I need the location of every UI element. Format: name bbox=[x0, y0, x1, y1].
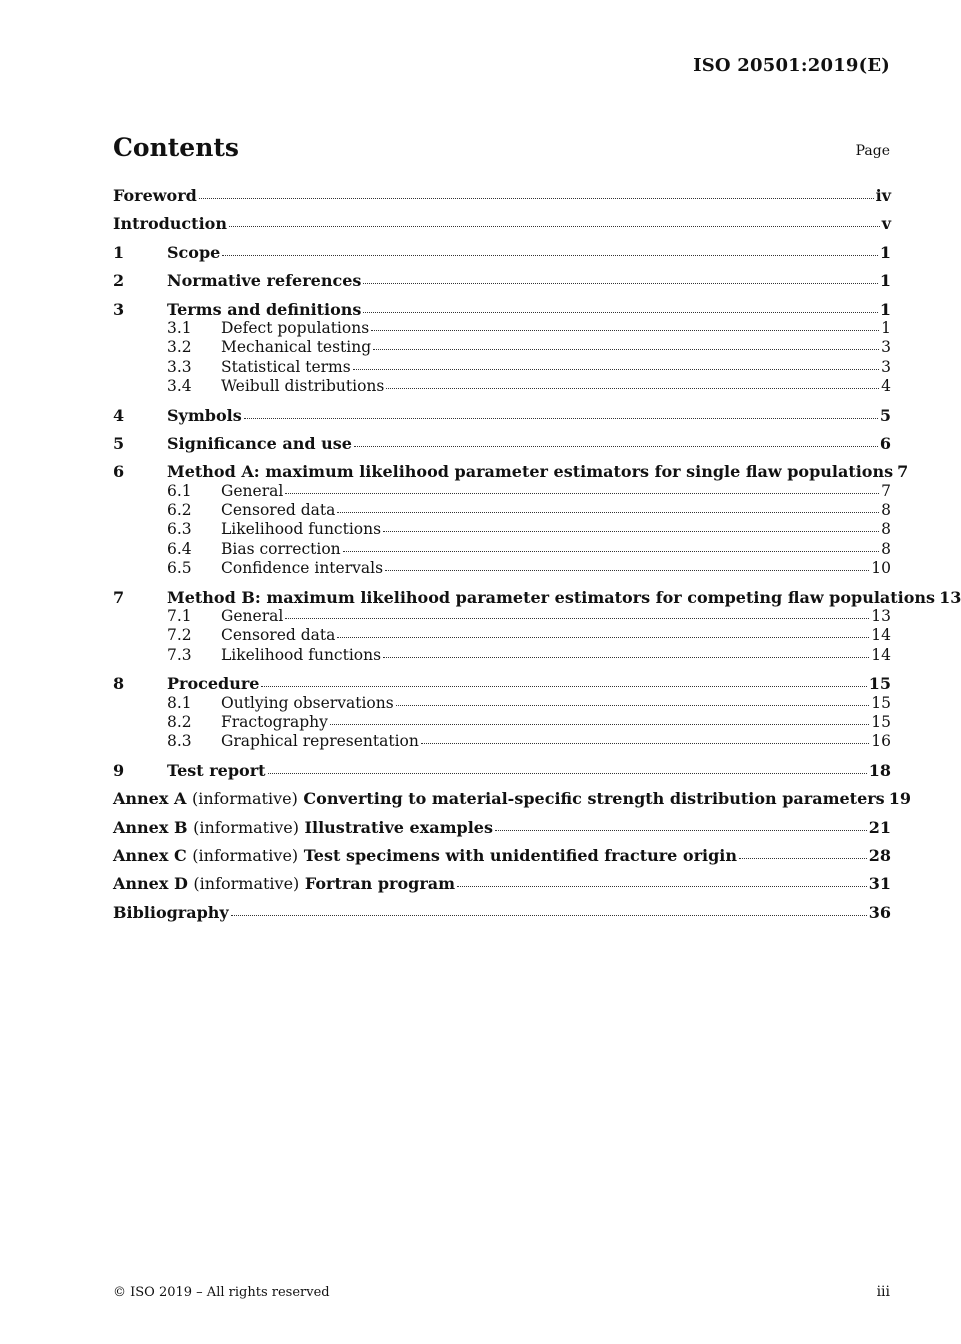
toc-entry-number: 3.4 bbox=[167, 377, 192, 396]
toc-page-number: 8 bbox=[881, 520, 891, 539]
toc-subentry[interactable] bbox=[113, 520, 891, 539]
toc-entry-number: 3.3 bbox=[167, 357, 192, 376]
toc-entry-label: Method B: maximum likelihood parameter estimators for competing flaw populations bbox=[167, 587, 936, 607]
dot-leader bbox=[495, 829, 867, 831]
dot-leader bbox=[337, 511, 879, 513]
toc-entry-label: General bbox=[221, 607, 284, 626]
toc-entry-label: Bias correction bbox=[221, 539, 341, 558]
toc-page-number: 7 bbox=[881, 481, 891, 500]
dot-leader bbox=[353, 368, 879, 370]
footer-page-number: iii bbox=[876, 1284, 890, 1300]
dot-leader bbox=[261, 685, 866, 687]
toc-subentry[interactable] bbox=[113, 713, 891, 732]
toc-entry-number: 8.3 bbox=[167, 732, 192, 751]
toc-page-number: 28 bbox=[868, 845, 891, 865]
toc-entry[interactable] bbox=[113, 462, 909, 482]
toc-subentry[interactable] bbox=[113, 358, 891, 377]
toc-page-number: 15 bbox=[871, 693, 891, 712]
toc-entry-number: 6.2 bbox=[167, 501, 192, 520]
toc-page-number: 6 bbox=[879, 433, 891, 453]
toc-page-number: 8 bbox=[881, 539, 891, 558]
dot-leader bbox=[199, 197, 874, 199]
toc-entry-label bbox=[113, 846, 737, 865]
toc-entry-label: Normative references bbox=[167, 271, 362, 291]
dot-leader bbox=[354, 445, 878, 447]
toc-entry-number: 8 bbox=[113, 674, 125, 694]
dot-leader bbox=[285, 617, 869, 619]
toc-page-number: v bbox=[881, 214, 891, 234]
toc-entry[interactable] bbox=[113, 186, 891, 205]
dot-leader bbox=[373, 348, 879, 350]
toc-page-number: 31 bbox=[868, 874, 891, 894]
toc-page-number: 3 bbox=[881, 357, 891, 376]
toc-entry-number: 6.1 bbox=[167, 481, 192, 500]
annex-id: Annex D bbox=[113, 874, 188, 894]
toc-entry-label bbox=[113, 789, 885, 808]
toc-page-number: 7 bbox=[897, 462, 909, 482]
dot-leader bbox=[285, 492, 879, 494]
annex-note: (informative) bbox=[193, 817, 299, 837]
toc-page-number: 3 bbox=[881, 338, 891, 357]
toc-entry[interactable] bbox=[113, 587, 961, 607]
toc-entry-label: Likelihood functions bbox=[221, 520, 382, 539]
toc-subentry[interactable] bbox=[113, 559, 891, 578]
toc-entry-number: 9 bbox=[113, 760, 125, 780]
toc-subentry[interactable] bbox=[113, 540, 891, 559]
toc-entry[interactable] bbox=[113, 271, 891, 290]
toc-page-number: 19 bbox=[888, 789, 911, 809]
document-id: ISO 20501:2019(E) bbox=[693, 55, 890, 76]
annex-note: (informative) bbox=[192, 845, 299, 865]
toc-entry-label: Foreword bbox=[113, 186, 197, 205]
toc-entry-label: Terms and definitions bbox=[167, 299, 362, 319]
toc-subentry[interactable] bbox=[113, 607, 891, 626]
dot-leader bbox=[229, 225, 880, 227]
dot-leader bbox=[268, 772, 867, 774]
toc-page-number: 5 bbox=[879, 405, 891, 425]
toc-entry-number: 1 bbox=[113, 242, 125, 262]
toc-entry-number: 6.3 bbox=[167, 520, 192, 539]
dot-leader bbox=[383, 530, 879, 532]
toc-entry[interactable] bbox=[113, 874, 891, 893]
toc-subentry[interactable] bbox=[113, 694, 891, 713]
toc-entry-label: Method A: maximum likelihood parameter estimators for single flaw populations bbox=[167, 462, 894, 482]
toc-entry-label: Mechanical testing bbox=[221, 338, 372, 357]
toc-entry[interactable] bbox=[113, 789, 911, 809]
toc-entry-number: 3.2 bbox=[167, 338, 192, 357]
dot-leader bbox=[231, 914, 867, 916]
toc-entry[interactable] bbox=[113, 674, 891, 693]
toc-subentry[interactable] bbox=[113, 338, 891, 357]
toc-entry[interactable] bbox=[113, 406, 891, 425]
dot-leader bbox=[396, 704, 870, 706]
annex-note: (informative) bbox=[191, 789, 298, 809]
annex-title: Illustrative examples bbox=[304, 817, 493, 837]
toc-page-number: 16 bbox=[871, 732, 891, 751]
toc-entry-label: Scope bbox=[167, 242, 221, 262]
annex-id: Annex A bbox=[113, 789, 187, 809]
toc-subentry[interactable] bbox=[113, 732, 891, 751]
dot-leader bbox=[421, 742, 869, 744]
toc-entry-number: 6.4 bbox=[167, 539, 192, 558]
toc-entry-label: Symbols bbox=[167, 405, 242, 425]
table-of-contents bbox=[113, 186, 961, 922]
toc-entry[interactable] bbox=[113, 761, 891, 780]
toc-entry-number: 6 bbox=[113, 462, 125, 482]
dot-leader bbox=[383, 656, 869, 658]
toc-page-number: 18 bbox=[868, 760, 891, 780]
toc-page-number: 14 bbox=[871, 645, 891, 664]
page-title: Contents bbox=[113, 133, 240, 162]
toc-page-number: 15 bbox=[871, 712, 891, 731]
toc-entry-number: 8.1 bbox=[167, 693, 192, 712]
toc-subentry[interactable] bbox=[113, 319, 891, 338]
toc-entry-label: Weibull distributions bbox=[221, 377, 385, 396]
dot-leader bbox=[343, 550, 879, 552]
toc-subentry[interactable] bbox=[113, 482, 891, 501]
toc-entry-label: Confidence intervals bbox=[221, 559, 384, 578]
toc-entry-label: Defect populations bbox=[221, 318, 370, 337]
toc-entry[interactable] bbox=[113, 243, 891, 262]
toc-page-number: 1 bbox=[879, 299, 891, 319]
toc-entry-label bbox=[113, 818, 493, 837]
toc-entry-number: 7.3 bbox=[167, 645, 192, 664]
toc-entry-label bbox=[113, 874, 455, 893]
toc-subentry[interactable] bbox=[113, 377, 891, 396]
toc-entry-number: 8.2 bbox=[167, 712, 192, 731]
toc-page-number: 4 bbox=[881, 377, 891, 396]
toc-entry-label: Censored data bbox=[221, 626, 336, 645]
toc-page-number: 1 bbox=[879, 242, 891, 262]
dot-leader bbox=[457, 885, 867, 887]
toc-entry-label: Fractography bbox=[221, 712, 328, 731]
dot-leader bbox=[363, 282, 877, 284]
toc-entry-label: Significance and use bbox=[167, 433, 352, 453]
toc-entry-label: Bibliography bbox=[113, 902, 229, 922]
page-column-label: Page bbox=[855, 143, 890, 159]
toc-entry-number: 5 bbox=[113, 433, 125, 453]
toc-subentry[interactable] bbox=[113, 646, 891, 665]
toc-entry-number: 7.2 bbox=[167, 626, 192, 645]
toc-page-number: 15 bbox=[868, 674, 891, 694]
dot-leader bbox=[386, 387, 879, 389]
toc-page-number: 1 bbox=[879, 271, 891, 291]
toc-entry-label: Statistical terms bbox=[221, 357, 351, 376]
toc-entry-number: 4 bbox=[113, 405, 125, 425]
dot-leader bbox=[337, 636, 869, 638]
toc-page-number: 10 bbox=[871, 559, 891, 578]
dot-leader bbox=[371, 329, 879, 331]
annex-title: Test specimens with unidentified fracture origin bbox=[303, 845, 737, 865]
toc-entry-number: 6.5 bbox=[167, 559, 192, 578]
toc-entry-label: Likelihood functions bbox=[221, 645, 382, 664]
toc-page-number: iv bbox=[875, 186, 891, 205]
toc-page-number: 8 bbox=[881, 501, 891, 520]
toc-entry-number: 7.1 bbox=[167, 607, 192, 626]
toc-page-number: 1 bbox=[881, 318, 891, 337]
toc-entry[interactable] bbox=[113, 846, 891, 865]
toc-entry-label: Graphical representation bbox=[221, 732, 419, 751]
toc-entry[interactable] bbox=[113, 214, 891, 233]
toc-subentry[interactable] bbox=[113, 626, 891, 645]
toc-entry-label: Introduction bbox=[113, 214, 227, 234]
toc-entry[interactable] bbox=[113, 434, 891, 453]
toc-page-number: 21 bbox=[868, 817, 891, 837]
toc-page-number: 36 bbox=[868, 902, 891, 922]
toc-entry-label: Outlying observations bbox=[221, 693, 394, 712]
dot-leader bbox=[739, 857, 867, 859]
dot-leader bbox=[330, 723, 869, 725]
toc-entry-label: General bbox=[221, 481, 284, 500]
toc-entry[interactable] bbox=[113, 903, 891, 922]
toc-entry-number: 3 bbox=[113, 299, 125, 319]
toc-page-number: 14 bbox=[871, 626, 891, 645]
toc-entry-number: 3.1 bbox=[167, 318, 192, 337]
toc-entry[interactable] bbox=[113, 300, 891, 319]
toc-subentry[interactable] bbox=[113, 501, 891, 520]
annex-note: (informative) bbox=[193, 874, 300, 894]
toc-page-number: 13 bbox=[939, 587, 961, 607]
dot-leader bbox=[363, 311, 877, 313]
annex-title: Fortran program bbox=[304, 874, 456, 894]
toc-entry-label: Censored data bbox=[221, 501, 336, 520]
dot-leader bbox=[244, 417, 878, 419]
toc-entry-label: Procedure bbox=[167, 674, 260, 694]
toc-entry-number: 7 bbox=[113, 587, 125, 607]
annex-id: Annex C bbox=[113, 845, 187, 865]
annex-title: Converting to material-specific strength distribution parameters bbox=[303, 789, 885, 809]
toc-entry[interactable] bbox=[113, 818, 891, 837]
dot-leader bbox=[222, 254, 878, 256]
toc-page-number: 13 bbox=[871, 607, 891, 626]
copyright-notice: © ISO 2019 – All rights reserved bbox=[113, 1285, 330, 1300]
annex-id: Annex B bbox=[113, 817, 188, 837]
toc-entry-number: 2 bbox=[113, 271, 125, 291]
toc-entry-label: Test report bbox=[167, 760, 266, 780]
dot-leader bbox=[385, 569, 869, 571]
